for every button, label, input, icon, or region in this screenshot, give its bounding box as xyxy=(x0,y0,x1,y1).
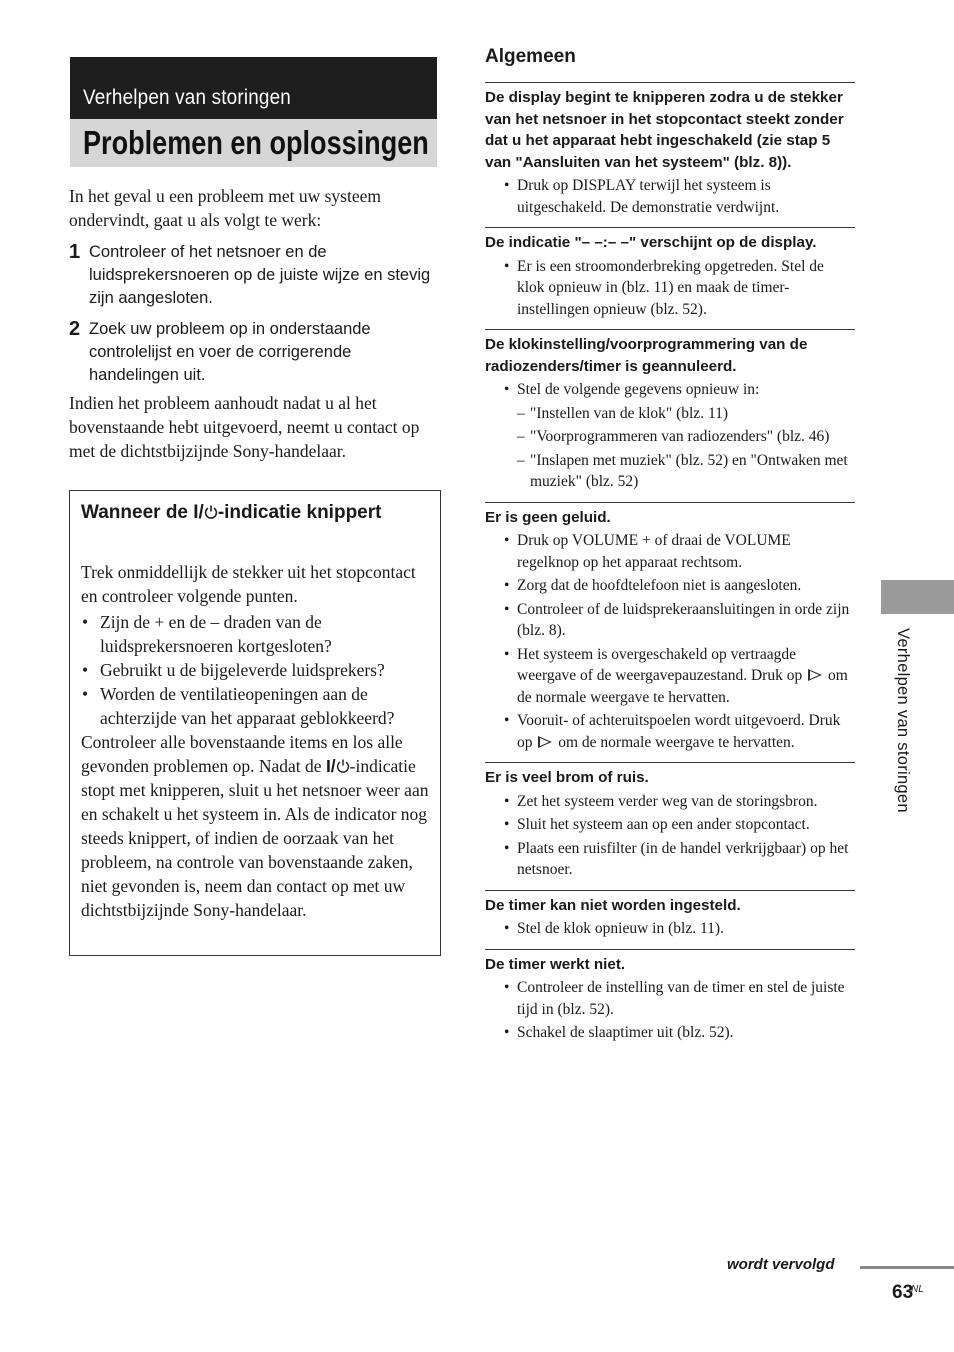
solution-item: • Controleer of de luidsprekeraansluitingen in orde zijn (blz. 8). xyxy=(485,599,855,642)
solution-item: • Druk op DISPLAY terwijl het systeem is uitgeschakeld. De demonstratie verdwijnt. xyxy=(485,175,855,218)
problem-title: De timer werkt niet. xyxy=(485,955,626,973)
solution-subitem: – "Inslapen met muziek" (blz. 52) en "Ontwaken met muziek" (blz. 52) xyxy=(485,450,855,493)
solution-list xyxy=(485,175,855,218)
solution-text: om de normale weergave te hervatten. xyxy=(517,667,848,706)
power-icon xyxy=(336,759,350,773)
problem-section xyxy=(485,949,855,1044)
page-language-code: NL xyxy=(911,1284,924,1295)
solution-list xyxy=(485,379,855,493)
continued-rule xyxy=(860,1266,954,1269)
problem-section xyxy=(485,82,855,218)
intro-paragraph: In het geval u een probleem met uw systeem ondervindt, gaat u als volgt te werk: xyxy=(69,186,381,230)
problem-title: De klokinstelling/voorprogrammering van de radiozenders/timer is geannuleerd. xyxy=(485,336,808,375)
step-1 xyxy=(69,241,441,310)
power-symbol-text: I/ xyxy=(193,502,204,523)
solution-list xyxy=(485,791,855,881)
warning-title xyxy=(81,499,411,527)
solution-subitem: – "Instellen van de klok" (blz. 11) xyxy=(485,403,855,425)
warning-title-text: -indicatie knippert xyxy=(217,502,382,523)
solution-item: • Zet het systeem verder weg van de storingsbron. xyxy=(485,791,855,813)
solution-text: Het systeem is overgeschakeld op vertraagde weergave of de weergavepauzestand. Druk op xyxy=(517,645,807,684)
warning-checklist xyxy=(81,610,431,730)
problem-title: Er is veel brom of ruis. xyxy=(485,769,649,786)
solution-item xyxy=(485,644,855,709)
problem-section xyxy=(485,502,855,754)
solution-text: om de normale weergave te hervatten. xyxy=(554,733,795,751)
solution-list xyxy=(485,977,855,1044)
problem-section xyxy=(485,329,855,493)
problem-section xyxy=(485,890,855,940)
solution-item: • Zorg dat de hoofdtelefoon niet is aangesloten. xyxy=(485,575,855,597)
solution-item: • Plaats een ruisfilter (in de handel verkrijgbaar) op het netsnoer. xyxy=(485,838,855,881)
solution-list xyxy=(485,530,855,753)
page-number: 63 xyxy=(892,1282,914,1303)
step-2 xyxy=(69,318,441,387)
solution-item: • Stel de klok opnieuw in (blz. 11). xyxy=(485,918,855,940)
solution-subitem: – "Voorprogrammeren van radiozenders" (blz. 46) xyxy=(485,426,855,448)
warning-title-text: Wanneer de xyxy=(81,502,194,523)
problem-title: De display begint te knipperen zodra u de stekker van het netsnoer in het stopcontact steekt zonder dat u het apparaat hebt ingeschakeld (zie stap 5 van "Aansluiten van het systeem" (blz. 8)). xyxy=(485,89,844,171)
section-title: Verhelpen van storingen xyxy=(83,86,291,109)
solution-item: • Druk op VOLUME + of draai de VOLUME regelknop op het apparaat rechtsom. xyxy=(485,530,855,573)
warning-outro xyxy=(81,730,431,922)
followup-paragraph: Indien het probleem aanhoudt nadat u al het bovenstaande hebt uitgevoerd, neemt u contact op met de dichtstbijzijnde Sony-handelaar. xyxy=(69,393,420,461)
power-icon xyxy=(204,505,218,519)
warning-outro-text: -indicatie stopt met knipperen, sluit u het netsnoer weer aan en schakelt u het systeem in. Als de indicator nog steeds knippert, of indien de oorzaak van het probleem, na controle van bovenstaande zaken, niet gevonden is, neem dan contact op met uw dichtstbijzijnde Sony-handelaar. xyxy=(81,756,429,920)
category-heading: Algemeen xyxy=(485,46,576,67)
play-icon xyxy=(808,669,822,681)
problem-section xyxy=(485,227,855,320)
solution-item xyxy=(485,710,855,753)
solution-item: • Er is een stroomonderbreking opgetreden. Stel de klok opnieuw in (blz. 11) en maak de timer-instellingen opnieuw (blz. 52). xyxy=(485,256,855,321)
chapter-tab-marker xyxy=(881,580,954,614)
step-number: 1 xyxy=(69,241,81,263)
power-symbol-text: I/ xyxy=(325,756,336,776)
continued-label: wordt vervolgd xyxy=(727,1256,835,1273)
step-text: Zoek uw probleem op in onderstaande controlelijst en voer de corrigerende handelingen uit. xyxy=(89,320,371,384)
solution-item: • Schakel de slaaptimer uit (blz. 52). xyxy=(485,1022,855,1044)
problem-section xyxy=(485,762,855,881)
chapter-tab-label: Verhelpen van storingen xyxy=(894,628,912,813)
solution-list xyxy=(485,918,855,940)
problem-title: Er is geen geluid. xyxy=(485,508,611,526)
warning-box xyxy=(69,490,441,956)
step-number: 2 xyxy=(69,318,81,340)
step-text: Controleer of het netsnoer en de luidsprekersnoeren op de juiste wijze en stevig zijn aangesloten. xyxy=(89,243,431,307)
solution-list xyxy=(485,256,855,321)
solution-text: Vooruit- of achteruitspoelen wordt uitgevoerd. Druk op xyxy=(517,712,841,751)
warning-outro-text: Controleer alle bovenstaande items en los alle gevonden problemen op. Nadat de xyxy=(81,732,403,776)
solution-item: • Controleer de instelling van de timer en stel de juiste tijd in (blz. 52). xyxy=(485,977,855,1020)
warning-intro: Trek onmiddellijk de stekker uit het stopcontact en controleer volgende punten. xyxy=(81,562,416,606)
solution-item: • Sluit het systeem aan op een ander stopcontact. xyxy=(485,814,855,836)
solution-item: • Stel de volgende gegevens opnieuw in: xyxy=(485,379,855,401)
play-icon xyxy=(538,736,552,748)
page-title: Problemen en oplossingen xyxy=(83,124,429,161)
list-item: • Worden de ventilatieopeningen aan de achterzijde van het apparaat geblokkeerd? xyxy=(81,682,431,730)
list-item: • Zijn de + en de – draden van de luidsprekersnoeren kortgesloten? xyxy=(81,610,431,658)
warning-body xyxy=(81,560,431,922)
troubleshooting-list xyxy=(485,44,855,1053)
problem-title: De timer kan niet worden ingesteld. xyxy=(485,896,741,914)
problem-title: De indicatie "– –:– –" verschijnt op de display. xyxy=(485,234,817,251)
list-item: • Gebruikt u de bijgeleverde luidsprekers? xyxy=(81,658,431,682)
